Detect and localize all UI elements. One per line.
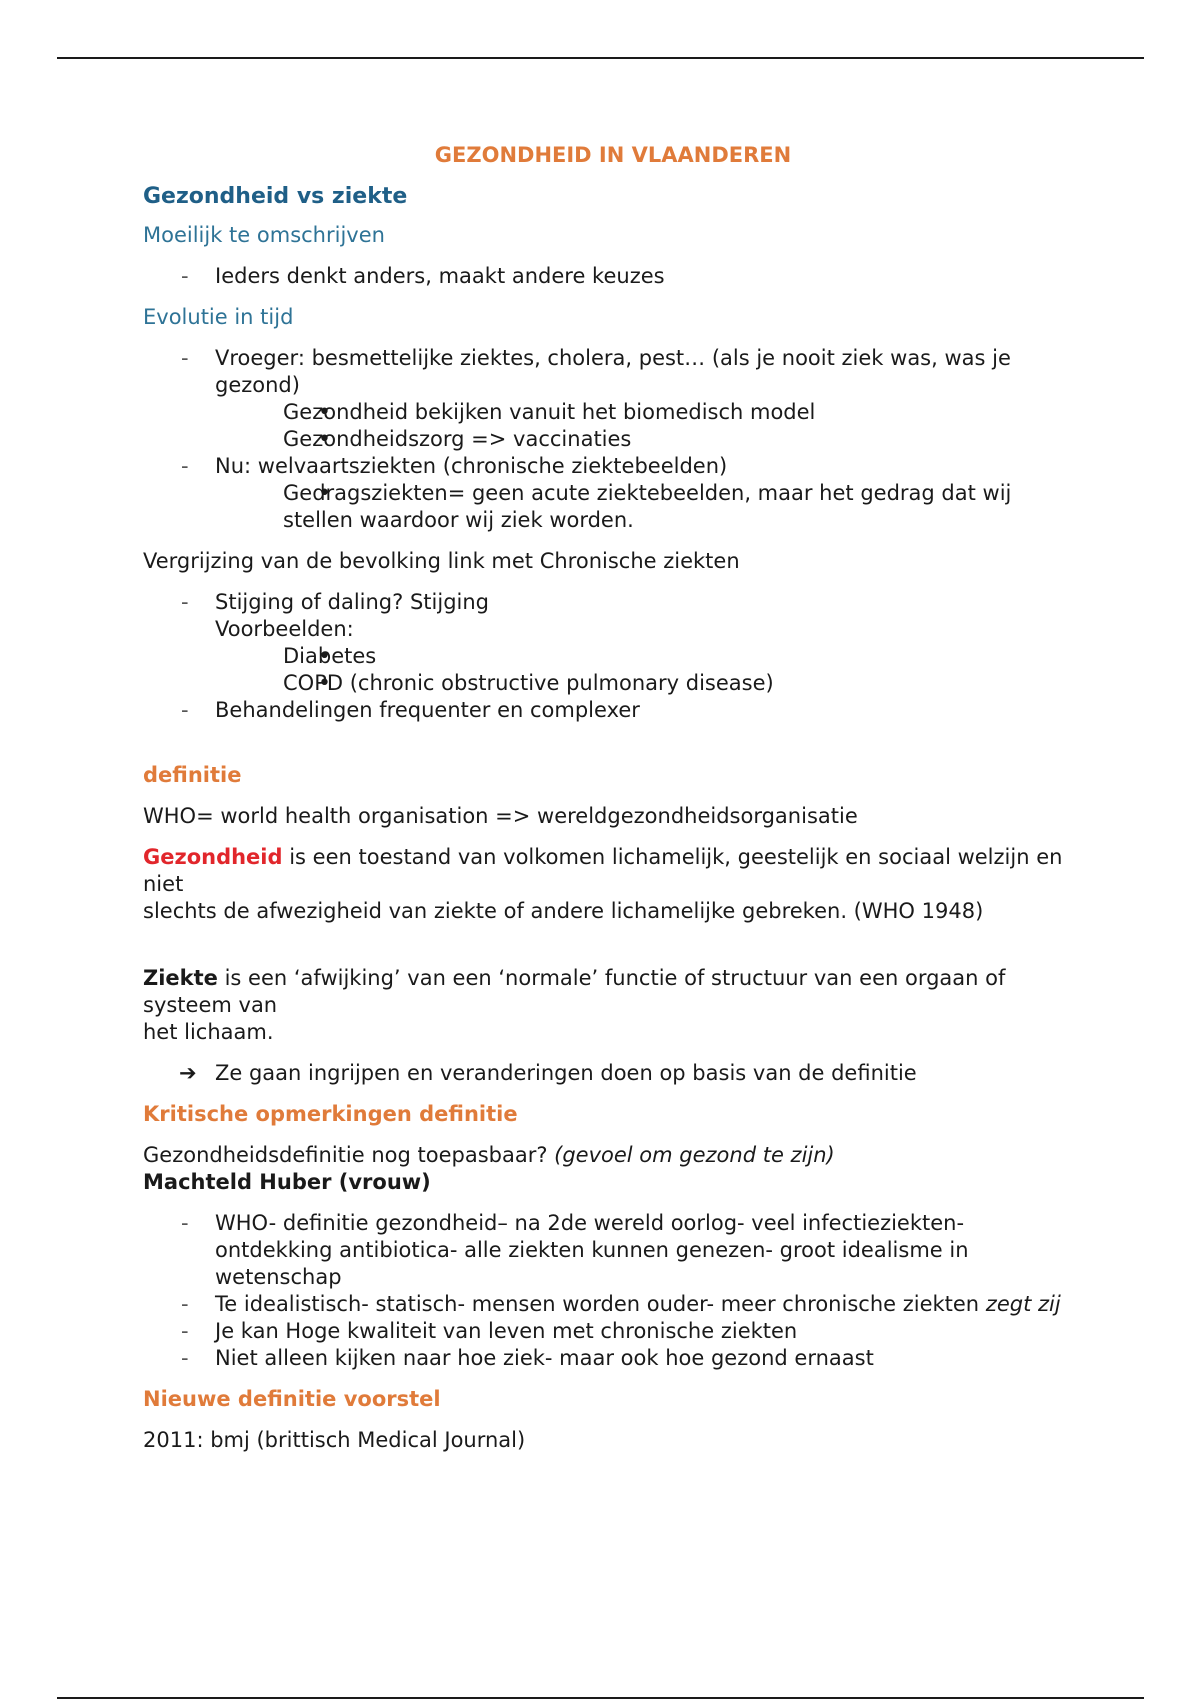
question-italic: (gevoel om gezond te zijn): [554, 1143, 835, 1167]
list-kritische: [143, 1210, 1083, 1372]
list-item-behandelingen: - Behandelingen frequenter en complexer: [143, 697, 1083, 724]
voorbeelden-bullets: [211, 643, 1083, 697]
vroeger-text: Vroeger: besmettelijke ziektes, cholera, pest… (als je nooit ziek was, was je gezond): [215, 346, 1011, 397]
document-title: GEZONDHEID IN VLAANDEREN: [434, 143, 792, 167]
question-text: Gezondheidsdefinitie nog toepasbaar?: [143, 1143, 555, 1167]
bmj-text: 2011: bmj (brittisch Medical Journal): [143, 1428, 526, 1452]
item2-italic: zegt zij: [985, 1292, 1061, 1316]
heading-nieuwe-definitie: Nieuwe definitie voorstel: [143, 1387, 441, 1411]
nu-bullets: [211, 480, 1083, 534]
list-item: - Je kan Hoge kwaliteit van leven met chronische ziekten: [143, 1318, 1083, 1345]
ziekte-definition: [143, 965, 1083, 1046]
list-item-nu: [143, 453, 1083, 534]
subheading-evolutie: Evolutie in tijd: [143, 305, 294, 329]
voorbeelden-text: Voorbeelden:: [215, 617, 354, 641]
question-block: [143, 1142, 1083, 1196]
list-item-stijging: [143, 589, 1083, 697]
gezondheid-definition: [143, 844, 1083, 925]
vroeger-bullets: [211, 399, 1083, 453]
gezondheid-line2: slechts de afwezigheid van ziekte of andere lichamelijke gebreken. (WHO 1948): [143, 899, 984, 923]
list-item: - Ieders denkt anders, maakt andere keuzes: [143, 263, 1083, 290]
gezondheid-rest: is een toestand van volkomen lichamelijk, geestelijk en sociaal welzijn en niet: [143, 845, 1063, 896]
bullet-item: • COPD (chronic obstructive pulmonary disease): [211, 670, 1083, 697]
header-rule: [57, 57, 1144, 59]
author-name: Machteld Huber (vrouw): [143, 1170, 431, 1194]
who-text: WHO= world health organisation => wereldgezondheidsorganisatie: [143, 804, 858, 828]
vergrijzing-text: Vergrijzing van de bevolking link met Chronische ziekten: [143, 549, 740, 573]
nu-text: Nu: welvaartsziekten (chronische ziektebeelden): [215, 454, 728, 478]
arrow-item: [143, 1060, 1083, 1087]
ziekte-term: Ziekte: [143, 966, 218, 990]
stijging-text: - Stijging of daling? Stijging: [215, 590, 489, 614]
item2-text: Te idealistisch- statisch- mensen worden ouder- meer chronische ziekten: [215, 1292, 986, 1316]
subheading-moeilijk: Moeilijk te omschrijven: [143, 223, 385, 247]
list-item: - Niet alleen kijken naar hoe ziek- maar ook hoe gezond ernaast: [143, 1345, 1083, 1372]
bullet-item: • Gedragsziekten= geen acute ziektebeelden, maar het gedrag dat wij stellen waardoor wij ziek worden.: [211, 480, 1083, 534]
bullet-item: • Diabetes: [211, 643, 1083, 670]
heading-gezondheid-vs-ziekte: Gezondheid vs ziekte: [143, 184, 408, 209]
ziekte-line2: het lichaam.: [143, 1020, 274, 1044]
ziekte-rest: is een ‘afwijking’ van een ‘normale’ functie of structuur van een orgaan of systeem van: [143, 966, 1006, 1017]
gezondheid-term: Gezondheid: [143, 845, 283, 869]
document-page: [143, 142, 1083, 1468]
arrow-text: Ze gaan ingrijpen en veranderingen doen op basis van de definitie: [215, 1061, 917, 1085]
bullet-item: • Gezondheid bekijken vanuit het biomedisch model: [211, 399, 1083, 426]
list-item-vroeger: [143, 345, 1083, 453]
footer-rule: [57, 1697, 1144, 1699]
list-moeilijk: [143, 263, 1083, 290]
bullet-item: • Gezondheidszorg => vaccinaties: [211, 426, 1083, 453]
list-item: - WHO- definitie gezondheid– na 2de wereld oorlog- veel infectieziekten- ontdekking antibiotica- alle ziekten kunnen genezen- groot idealisme in wetenschap: [143, 1210, 1083, 1291]
heading-kritische-opmerkingen: Kritische opmerkingen definitie: [143, 1102, 518, 1126]
list-vergrijzing: [143, 589, 1083, 724]
list-evolutie: [143, 345, 1083, 534]
arrow-right-icon: ➔: [179, 1061, 197, 1085]
list-item: [143, 1291, 1083, 1318]
heading-definitie: definitie: [143, 763, 242, 787]
